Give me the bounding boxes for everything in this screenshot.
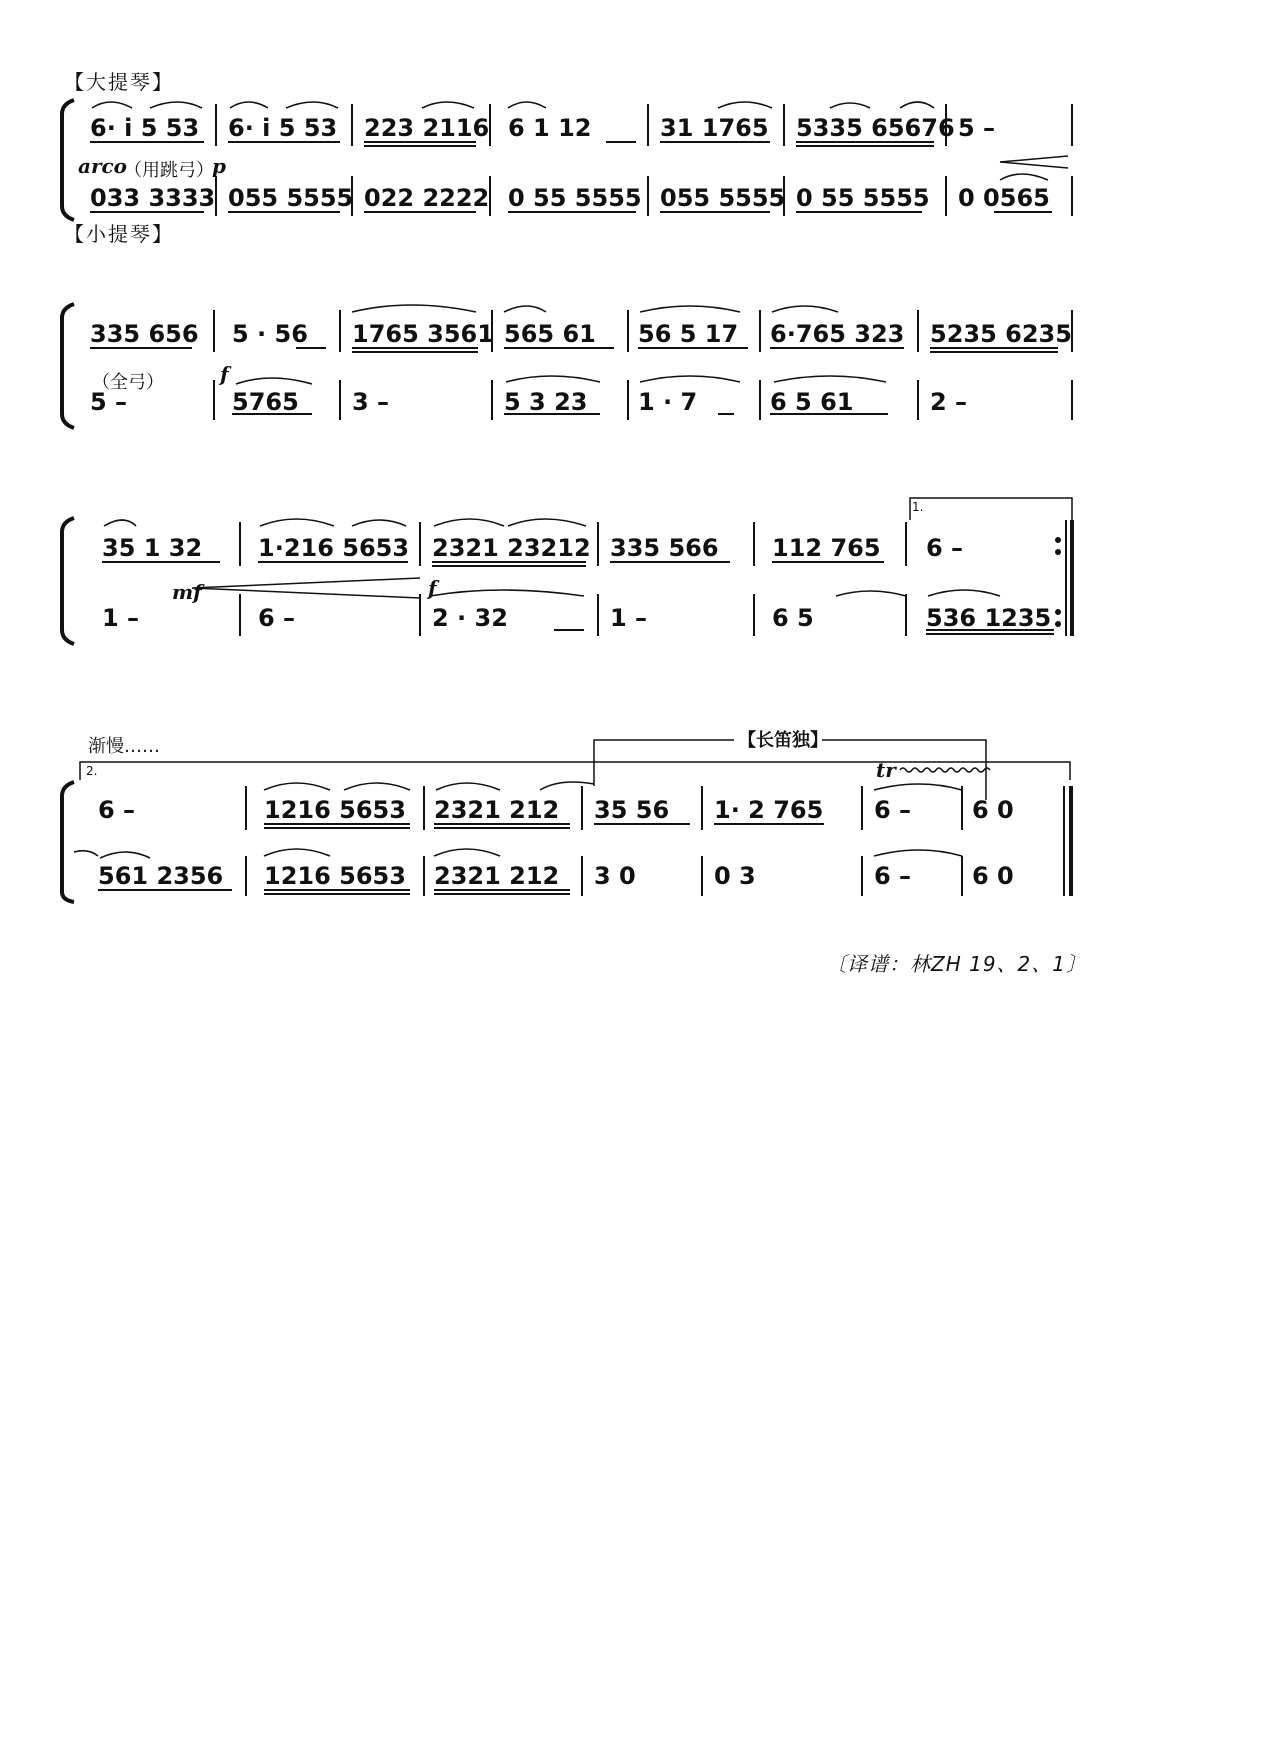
measure-upper: 1765 3561 <box>352 320 494 348</box>
measure-upper: 2321 23212 <box>432 534 591 562</box>
measure-lower: 2 – <box>930 388 968 416</box>
rhythm-underlines <box>90 348 1058 414</box>
measure-upper: 6· i̇ 5 53 <box>228 114 338 142</box>
measure-lower: 6 0 <box>972 862 1014 890</box>
measure-upper: 35 1 32 <box>102 534 203 562</box>
measure-lower: 0 55 5555 <box>796 184 930 212</box>
measure-lower: 055 5555 <box>660 184 786 212</box>
volta-2-label: 2. <box>86 764 98 778</box>
measure-upper: 5335 65676 <box>796 114 955 142</box>
dynamic-p: p <box>212 154 226 178</box>
flute-solo-label: 【长笛独】 <box>738 730 828 751</box>
slurs <box>74 102 1048 858</box>
measure-upper: 6 1 12 <box>508 114 592 142</box>
measure-lower: 6 5 61 <box>770 388 854 416</box>
measure-upper: 1216 5653 <box>264 796 406 824</box>
measure-upper: 335 566 <box>610 534 719 562</box>
measure-lower: 561 2356 <box>98 862 224 890</box>
system-bracket <box>62 782 74 902</box>
measure-upper: 1· 2 765 <box>714 796 824 824</box>
measure-lower: 1 · 7 <box>638 388 698 416</box>
measure-lower: 0 55 5555 <box>508 184 642 212</box>
crescendo-hairpin <box>1000 156 1068 168</box>
barlines-system-1 <box>216 104 1072 216</box>
barlines-system-4 <box>246 786 1071 896</box>
measure-upper: 1·216 5653 <box>258 534 410 562</box>
dynamic-f: f <box>220 362 229 386</box>
dynamic-f-second: f <box>428 576 437 600</box>
measure-upper: 6· i̇ 5 53 <box>90 114 200 142</box>
measure-upper: 565 61 <box>504 320 596 348</box>
trill-marking: tr <box>876 758 896 782</box>
measure-upper: 335 656 <box>90 320 199 348</box>
flute-solo-bracket <box>594 740 734 786</box>
rhythm-underlines <box>98 824 824 894</box>
measure-upper: 6·765 323 <box>770 320 905 348</box>
system-bracket <box>62 100 74 220</box>
barlines-system-2 <box>214 310 1072 420</box>
measure-lower: 033 3333 <box>90 184 216 212</box>
measure-lower: 3 0 <box>594 862 636 890</box>
rhythm-underlines <box>90 142 1052 212</box>
measure-lower: 5 3 23 <box>504 388 588 416</box>
measure-lower: 1 – <box>102 604 140 632</box>
measure-upper: 2321 212 <box>434 796 560 824</box>
rhythm-underlines <box>102 562 1054 634</box>
dynamic-mf: mf <box>172 580 202 604</box>
measure-lower: 0 3 <box>714 862 756 890</box>
barlines-system-3 <box>240 520 1072 636</box>
system-bracket <box>62 304 74 428</box>
measure-upper: 5 · 56 <box>232 320 308 348</box>
measure-upper: 6 – <box>874 796 912 824</box>
bow-instruction: （用跳弓） <box>124 160 214 181</box>
measure-upper: 35 56 <box>594 796 670 824</box>
measure-lower: 1216 5653 <box>264 862 406 890</box>
trill-line <box>900 768 990 772</box>
measure-upper: 223 2116 <box>364 114 490 142</box>
measure-lower: 5 – <box>90 388 128 416</box>
measure-lower: 6 – <box>874 862 912 890</box>
viola-label: 【大提琴】 <box>64 70 174 94</box>
measure-upper: 31 1765 <box>660 114 769 142</box>
transcription-credit: 〔译谱：林ZH 19、2、1〕 <box>826 952 1087 976</box>
measure-lower: 3 – <box>352 388 390 416</box>
crescendo-hairpin <box>192 578 420 598</box>
measure-lower: 5765 <box>232 388 299 416</box>
measure-lower: 6 – <box>258 604 296 632</box>
measure-lower: 2321 212 <box>434 862 560 890</box>
system-bracket <box>62 518 74 644</box>
measure-upper: 5235 6235 <box>930 320 1072 348</box>
measure-upper: 112 765 <box>772 534 881 562</box>
measure-upper: 5 – <box>958 114 996 142</box>
measure-upper: 6 0 <box>972 796 1014 824</box>
measure-upper: 56 5 17 <box>638 320 739 348</box>
repeat-dots <box>1055 537 1061 627</box>
measure-lower: 022 2222 <box>364 184 490 212</box>
volta-2-bracket <box>80 762 1070 780</box>
measure-lower: 2 · 32 <box>432 604 508 632</box>
full-bow-instruction: （全弓） <box>92 372 164 393</box>
volta-1-bracket <box>910 498 1072 520</box>
measure-lower: 055 5555 <box>228 184 354 212</box>
measure-upper: 6 – <box>926 534 964 562</box>
arco-marking: arco <box>78 154 128 178</box>
violin-label: 【小提琴】 <box>64 222 174 246</box>
volta-1-label: 1. <box>912 500 924 514</box>
measure-lower: 1 – <box>610 604 648 632</box>
ritardando-marking: 渐慢…… <box>88 736 160 757</box>
measure-lower: 0 0565 <box>958 184 1050 212</box>
measure-lower: 536 1235 <box>926 604 1052 632</box>
measure-lower: 6 5 <box>772 604 814 632</box>
measure-upper: 6 – <box>98 796 136 824</box>
